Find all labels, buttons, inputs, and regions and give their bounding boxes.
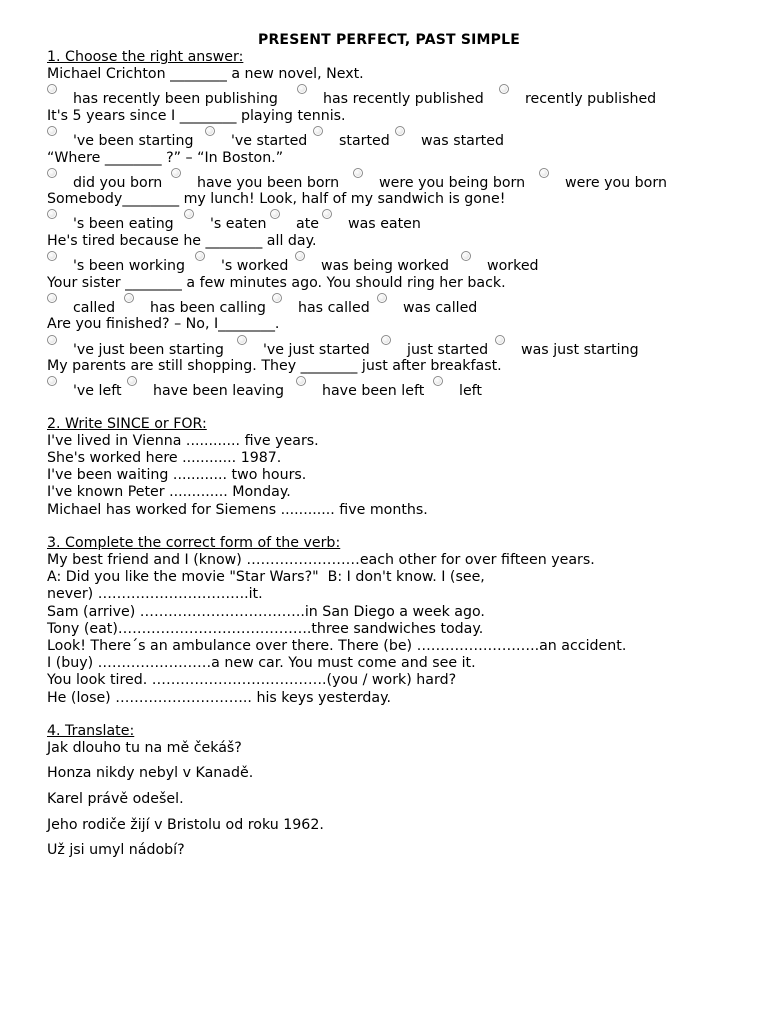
answer-option-label: left — [459, 383, 482, 400]
section1-questions — [47, 66, 747, 400]
verb-form-line: A: Did you like the movie "Star Wars?" B: I don't know. I (see, — [47, 569, 485, 586]
since-for-line: Michael has worked for Siemens ............ five months. — [47, 501, 428, 518]
radio-button-icon[interactable] — [47, 376, 57, 386]
radio-button-icon[interactable] — [184, 209, 194, 219]
answer-option-label: 've been starting — [73, 133, 194, 150]
answer-option-label: called — [73, 299, 116, 316]
radio-button-icon[interactable] — [353, 168, 363, 178]
since-for-line: She's worked here ............ 1987. — [47, 450, 282, 467]
radio-button-icon[interactable] — [381, 335, 391, 345]
translate-line: Karel právě odešel. — [47, 791, 184, 808]
radio-button-icon[interactable] — [272, 293, 282, 303]
section4-heading: 4. Translate: — [47, 722, 135, 739]
since-for-line: I've known Peter ............. Monday. — [47, 484, 291, 501]
radio-button-icon[interactable] — [461, 251, 471, 261]
radio-button-icon[interactable] — [395, 126, 405, 136]
radio-button-icon[interactable] — [47, 209, 57, 219]
since-for-line: I've been waiting ............ two hours. — [47, 467, 307, 484]
verb-form-line: Sam (arrive) ……………………………..in San Diego a week ago. — [47, 603, 485, 620]
answer-options — [47, 208, 747, 233]
radio-button-icon[interactable] — [296, 376, 306, 386]
answer-option-label: 've just been starting — [73, 341, 224, 358]
section3-heading: 3. Complete the correct form of the verb: — [47, 534, 341, 551]
section3-lines — [47, 552, 747, 707]
answer-option-label: has recently published — [323, 91, 484, 108]
question-prompt: Are you finished? – No, I________. — [47, 316, 280, 333]
translate-line: Jeho rodiče žijí v Bristolu od roku 1962. — [47, 816, 324, 833]
translate-line: Honza nikdy nebyl v Kanadě. — [47, 765, 254, 782]
since-for-line: I've lived in Vienna ............ five years. — [47, 432, 319, 449]
radio-button-icon[interactable] — [47, 251, 57, 261]
question-prompt: “Where ________ ?” – “In Boston.” — [47, 149, 284, 166]
question-prompt: Your sister ________ a few minutes ago. You should ring her back. — [47, 274, 506, 291]
verb-form-line: You look tired. ……………………………….(you / work) hard? — [47, 672, 457, 689]
verb-form-line: Look! There´s an ambulance over there. There (be) ……………………..an accident. — [47, 637, 627, 654]
answer-option-label: 've started — [231, 133, 308, 150]
verb-form-line: Tony (eat)…………………………………..three sandwiches today. — [47, 620, 484, 637]
question-prompt: He's tired because he ________ all day. — [47, 232, 317, 249]
answer-option-label: 's been working — [73, 258, 186, 275]
answer-option-label: 's eaten — [210, 216, 267, 233]
radio-button-icon[interactable] — [539, 168, 549, 178]
radio-button-icon[interactable] — [495, 335, 505, 345]
answer-option-label: has recently been publishing — [73, 91, 278, 108]
radio-button-icon[interactable] — [270, 209, 280, 219]
verb-form-line: My best friend and I (know) ……………………each other for over fifteen years. — [47, 552, 595, 568]
answer-options — [47, 125, 747, 150]
answer-option-label: worked — [487, 258, 539, 275]
verb-form-line: never) …………………………..it. — [47, 586, 263, 603]
question-prompt: Michael Crichton ________ a new novel, Next. — [47, 66, 364, 83]
radio-button-icon[interactable] — [47, 126, 57, 136]
verb-form-line: I (buy) ……………………a new car. You must come and see it. — [47, 655, 476, 672]
answer-options — [47, 83, 747, 108]
section4-lines — [47, 740, 747, 868]
section2-lines — [47, 433, 747, 519]
translate-line: Už jsi umyl nádobí? — [47, 842, 185, 859]
worksheet-title: PRESENT PERFECT, PAST SIMPLE — [257, 32, 521, 48]
section1-heading: 1. Choose the right answer: — [47, 49, 244, 65]
radio-button-icon[interactable] — [171, 168, 181, 178]
translate-line: Jak dlouho tu na mě čekáš? — [47, 739, 242, 756]
answer-option-label: 've left — [73, 383, 122, 400]
radio-button-icon[interactable] — [47, 293, 57, 303]
answer-option-label: was just starting — [521, 341, 639, 358]
answer-option-label: has called — [298, 299, 370, 316]
question-prompt: My parents are still shopping. They ________ just after breakfast. — [47, 358, 502, 374]
radio-button-icon[interactable] — [433, 376, 443, 386]
answer-options — [47, 250, 747, 275]
radio-button-icon[interactable] — [295, 251, 305, 261]
radio-button-icon[interactable] — [377, 293, 387, 303]
radio-button-icon[interactable] — [127, 376, 137, 386]
answer-options — [47, 334, 747, 359]
answer-option-label: was being worked — [321, 258, 449, 275]
answer-option-label: recently published — [525, 91, 657, 108]
radio-button-icon[interactable] — [205, 126, 215, 136]
answer-option-label: have been leaving — [153, 383, 284, 400]
answer-option-label: started — [339, 133, 390, 150]
question-prompt: Somebody________ my lunch! Look, half of my sandwich is gone! — [47, 191, 506, 208]
answer-option-label: were you being born — [379, 174, 526, 191]
answer-option-label: did you born — [73, 174, 163, 191]
answer-option-label: 've just started — [263, 341, 370, 358]
radio-button-icon[interactable] — [322, 209, 332, 219]
answer-options — [47, 375, 747, 400]
answer-option-label: 's been eating — [73, 216, 174, 233]
answer-option-label: was started — [421, 133, 504, 150]
radio-button-icon[interactable] — [47, 168, 57, 178]
answer-option-label: have you been born — [197, 174, 340, 191]
radio-button-icon[interactable] — [297, 84, 307, 94]
answer-option-label: were you born — [565, 174, 667, 191]
answer-option-label: have been left — [322, 383, 425, 400]
verb-form-line: He (lose) ……………………….. his keys yesterday. — [47, 689, 391, 706]
radio-button-icon[interactable] — [313, 126, 323, 136]
answer-option-label: 's worked — [221, 258, 289, 275]
radio-button-icon[interactable] — [195, 251, 205, 261]
question-prompt: It's 5 years since I ________ playing tennis. — [47, 107, 346, 124]
answer-option-label: has been calling — [150, 299, 266, 316]
worksheet-content — [47, 49, 747, 868]
radio-button-icon[interactable] — [47, 84, 57, 94]
radio-button-icon[interactable] — [47, 335, 57, 345]
section2-heading: 2. Write SINCE or FOR: — [47, 415, 207, 432]
answer-options — [47, 292, 747, 317]
answer-option-label: just started — [407, 341, 489, 358]
answer-option-label: was eaten — [348, 216, 421, 233]
radio-button-icon[interactable] — [237, 335, 247, 345]
answer-options — [47, 167, 747, 192]
radio-button-icon[interactable] — [124, 293, 134, 303]
answer-option-label: was called — [403, 299, 478, 316]
answer-option-label: ate — [296, 216, 319, 233]
radio-button-icon[interactable] — [499, 84, 509, 94]
